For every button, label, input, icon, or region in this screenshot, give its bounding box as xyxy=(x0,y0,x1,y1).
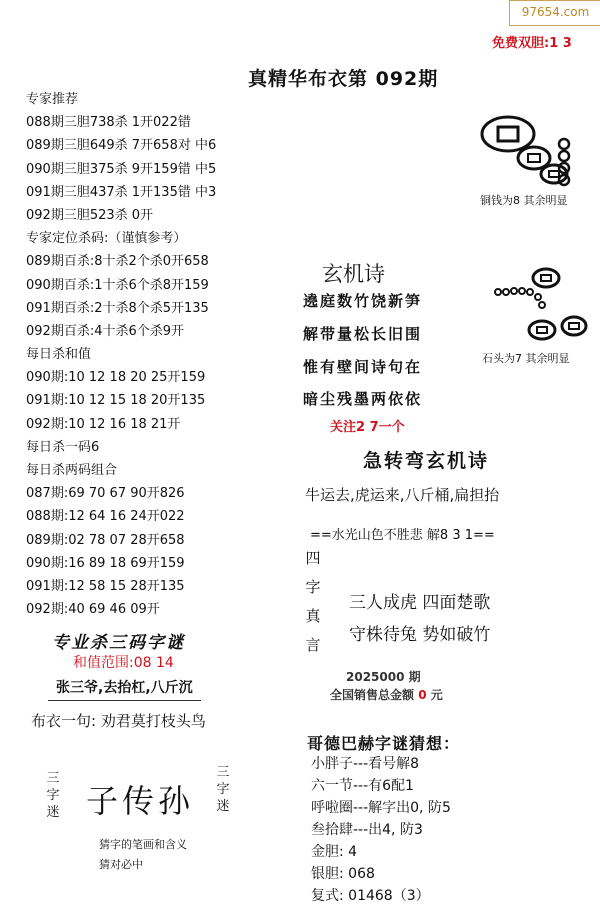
left-line: 091期百杀:2十杀8个杀5开135 xyxy=(26,300,209,316)
free-double-label: 免费双胆:1 3 xyxy=(492,36,572,51)
left-line: 092期三胆523杀 0开 xyxy=(26,207,154,223)
left-column xyxy=(26,88,256,621)
coin-caption: 铜钱为8 其余明显 xyxy=(480,194,568,207)
page-title: 真精华布衣第 092期 xyxy=(248,68,439,90)
coin-illustration xyxy=(478,110,588,190)
promo-title: 专业杀三码字谜 xyxy=(52,633,185,653)
left-line: 每日杀两码组合 xyxy=(26,463,118,478)
hint-line-1: 猜字的笔画和含义 xyxy=(99,838,187,851)
poem-line-1: 遶庭数竹饶新笋 xyxy=(303,292,423,310)
left-line: 087期:69 70 67 90开826 xyxy=(26,486,185,502)
left-line: 090期百杀:1十杀6个杀8开159 xyxy=(26,277,209,293)
jizhuan-title: 急转弯玄机诗 xyxy=(363,450,490,472)
vertical-label-right: 三字迷 xyxy=(216,765,230,814)
left-line: 092期百杀:4十杀6个杀9开 xyxy=(26,323,185,339)
left-line: 专家推荐 xyxy=(26,92,79,107)
left-line: 专家定位杀码:（谨慎参考） xyxy=(26,231,187,247)
left-line: 每日杀一码6 xyxy=(26,439,100,455)
guess-line: 金胆: 4 xyxy=(311,844,358,860)
poem-line-2: 解带量松长旧围 xyxy=(303,325,423,343)
left-line: 089期三胆649杀 7开658对 中6 xyxy=(26,138,217,154)
guess-line: 六一节---有6配1 xyxy=(311,778,414,794)
niuyun-line: 牛运去,虎运来,八斤桶,扁担抬 xyxy=(305,486,500,504)
vertical-label-left: 三字迷 xyxy=(46,771,60,820)
xuanji-poem-title: 玄机诗 xyxy=(322,262,385,286)
left-line: 088期三胆738杀 1开022错 xyxy=(26,115,191,131)
sales-zero: 0 xyxy=(418,688,427,702)
stone-caption: 石头为7 其余明显 xyxy=(482,352,570,365)
left-line: 092期:40 69 46 09开 xyxy=(26,602,160,618)
left-line: 090期三胆375杀 9开159错 中5 xyxy=(26,161,217,177)
poem-line-3: 惟有壁间诗句在 xyxy=(303,358,423,376)
guess-line: 呼啦圈---解字出0, 防5 xyxy=(311,800,451,816)
left-line: 089期百杀:8十杀2个杀0开658 xyxy=(26,254,209,270)
guess-line: 小胖子---看号解8 xyxy=(311,756,420,772)
shuiguang-line: ==水光山色不胜悲 解8 3 1== xyxy=(310,528,495,543)
riddle-big-text: 子传孙 xyxy=(86,782,195,820)
poem-line-4: 暗尘残墨两依依 xyxy=(303,390,423,408)
site-badge[interactable]: 97654.com xyxy=(509,0,600,26)
left-line: 091期:10 12 15 18 20开135 xyxy=(26,393,206,409)
sales-suffix: 元 xyxy=(426,688,443,702)
issue-quantity: 2025000 期 xyxy=(346,670,421,684)
left-line: 090期:10 12 18 20 25开159 xyxy=(26,370,206,386)
left-line: 每日杀和值 xyxy=(26,347,92,363)
guess-line: 银胆: 068 xyxy=(311,866,375,882)
left-line: 090期:16 89 18 69开159 xyxy=(26,555,185,571)
left-line: 088期:12 64 16 24开022 xyxy=(26,509,185,525)
guess-line: 复式: 01468（3） xyxy=(311,888,430,904)
sizi-label: 四字真言 xyxy=(305,549,321,654)
left-line: 091期:12 58 15 28开135 xyxy=(26,578,185,594)
buyi-line: 布衣一句: 劝君莫打枝头鸟 xyxy=(31,712,206,730)
left-line: 091期三胆437杀 1开135错 中3 xyxy=(26,184,217,200)
hezhi-range: 和值范围:08 14 xyxy=(73,655,174,671)
idiom-line-1: 三人成虎 四面楚歌 xyxy=(349,593,491,613)
guess-line: 叁拾肆---出4, 防3 xyxy=(311,822,423,838)
sales-total xyxy=(330,686,443,703)
guanzhu-label: 关注2 7一个 xyxy=(330,420,405,435)
idiom-line-2: 守株待兔 势如破竹 xyxy=(349,625,491,645)
gedebahe-title: 哥德巴赫字谜猜想： xyxy=(307,734,461,753)
left-line: 089期:02 78 07 28开658 xyxy=(26,532,185,548)
sales-prefix: 全国销售总金额 xyxy=(330,688,419,702)
stone-illustration xyxy=(486,262,596,347)
left-line: 092期:10 12 16 18 21开 xyxy=(26,416,181,432)
hint-line-2: 猜对必中 xyxy=(99,858,143,871)
zhang-line: 张三爷,去抬杠,八斤沉 xyxy=(48,677,201,701)
